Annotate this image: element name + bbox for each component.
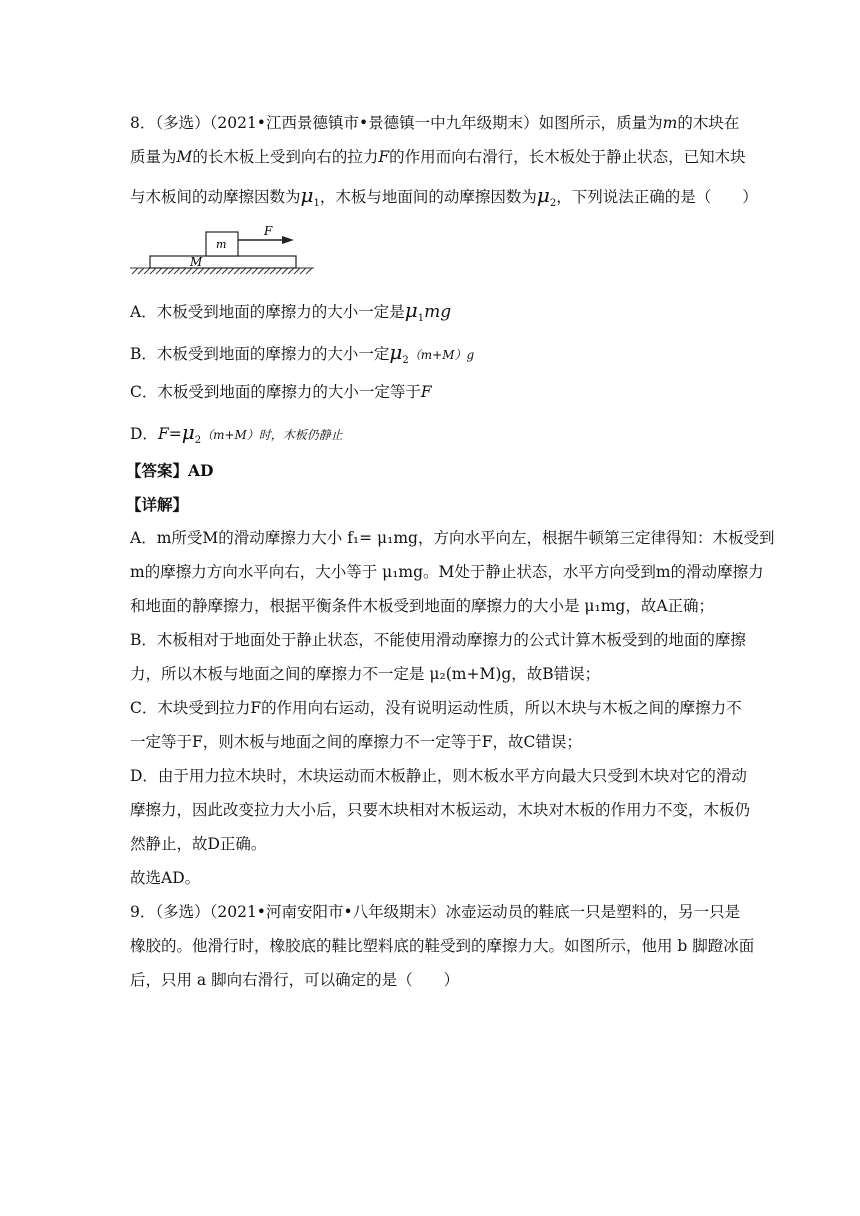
option-c-text: C．木板受到地面的摩擦力的大小一定等于: [130, 383, 421, 401]
mu-symbol: μ: [536, 183, 550, 207]
detail-a-line-3: 和地面的静摩擦力，根据平衡条件木板受到地面的摩擦力的大小是 μ₁mg，故A正确；: [130, 597, 715, 615]
option-b-expression: （m+M）g: [408, 348, 475, 362]
q8-text: 的长木板上受到向右的拉力: [192, 148, 379, 166]
long-board: [150, 256, 296, 268]
detail-b-line-2: 力，所以木板与地面之间的摩擦力不一定是 μ₂(m+M)g，故B错误；: [130, 665, 601, 683]
option-a-text: A．木板受到地面的摩擦力的大小一定是: [130, 303, 405, 321]
option-c: [130, 381, 432, 403]
ground-hatching: [130, 268, 314, 274]
option-d-text: （m+M）时，木板仍静止: [201, 428, 343, 442]
equals-sign: =: [168, 425, 182, 443]
option-a: [130, 299, 451, 330]
q8-text: 8．（多选）（2021•江西景德镇市•景德镇一中九年级期末）如图所示，质量为: [130, 114, 663, 132]
detail-d-line-2: 摩擦力，因此改变拉力大小后，只要木块相对木板运动，木块对木板的作用力不变，木板仍: [130, 801, 751, 819]
q8-line-3: [130, 184, 758, 215]
var-F: F: [157, 425, 169, 443]
detail-a-line-2: m的摩擦力方向水平向右，大小等于 μ₁mg。M处于静止状态，水平方向受到m的滑动摩擦力: [130, 563, 764, 581]
option-b-text: B．木板受到地面的摩擦力的大小一定: [130, 345, 390, 363]
mg-term: mg: [424, 302, 452, 322]
mu-symbol: μ: [389, 340, 403, 364]
q9-line-1: 9．（多选）（2021•河南安阳市•八年级期末）冰壶运动员的鞋底一只是塑料的，另一只是: [130, 903, 741, 921]
detail-conclusion: 故选AD。: [130, 869, 201, 887]
var-F: F: [378, 148, 390, 166]
mu-symbol: μ: [181, 420, 195, 444]
block-board-diagram: [130, 224, 316, 276]
detail-d-line-3: 然静止，故D正确。: [130, 835, 267, 853]
board-label: M: [190, 255, 203, 269]
q8-text: 的作用而向右滑行，长木板处于静止状态，已知木块: [389, 148, 746, 166]
detail-b-line-1: B．木板相对于地面处于静止状态，不能使用滑动摩擦力的公式计算木板受到的地面的摩擦: [130, 631, 746, 649]
mu-symbol: μ: [404, 298, 418, 322]
q8-line-2: [130, 146, 746, 168]
q8-line-1: [130, 112, 739, 134]
q9-line-2: 橡胶的。他滑行时，橡胶底的鞋比塑料底的鞋受到的摩擦力大。如图所示，他用 b 脚蹬冰面: [130, 937, 755, 955]
subscript-2: 2: [194, 435, 202, 446]
option-d-label: D．: [130, 425, 158, 443]
subscript-1: 1: [313, 198, 320, 209]
var-F: F: [420, 383, 432, 401]
subscript-2: 2: [402, 355, 409, 366]
arrow-head: [282, 236, 294, 244]
q8-text: 与木板间的动摩擦因数为: [130, 188, 301, 206]
q9-line-3: 后，只用 a 脚向右滑行，可以确定的是（ ）: [130, 971, 460, 989]
mu-symbol: μ: [300, 183, 314, 207]
q8-text: ，下列说法正确的是（ ）: [556, 188, 758, 206]
block-label: m: [216, 238, 227, 251]
option-b: [130, 341, 474, 372]
q8-text: ，木板与地面间的动摩擦因数为: [319, 188, 537, 206]
var-M: M: [176, 148, 193, 166]
detail-a-line-1: A．m所受M的滑动摩擦力大小 f₁= μ₁mg，方向水平向左，根据牛顿第三定律得知：木板受到: [130, 529, 775, 547]
force-label: F: [264, 224, 273, 238]
q8-text: 质量为: [130, 148, 177, 166]
detail-heading: 【详解】: [126, 495, 189, 514]
var-m: m: [662, 114, 678, 132]
detail-c-line-1: C．木块受到拉力F的作用向右运动，没有说明运动性质，所以木块与木板之间的摩擦力不: [130, 699, 742, 717]
detail-d-line-1: D．由于用力拉木块时，木块运动而木板静止，则木板水平方向最大只受到木块对它的滑动: [130, 767, 747, 785]
detail-c-line-2: 一定等于F，则木板与地面之间的摩擦力不一定等于F，故C错误；: [130, 733, 582, 751]
answer-line: 【答案】AD: [126, 461, 214, 480]
q8-text: 的木块在: [677, 114, 740, 132]
option-d: [130, 421, 343, 452]
subscript-1: 1: [417, 313, 425, 324]
subscript-2: 2: [549, 198, 557, 209]
